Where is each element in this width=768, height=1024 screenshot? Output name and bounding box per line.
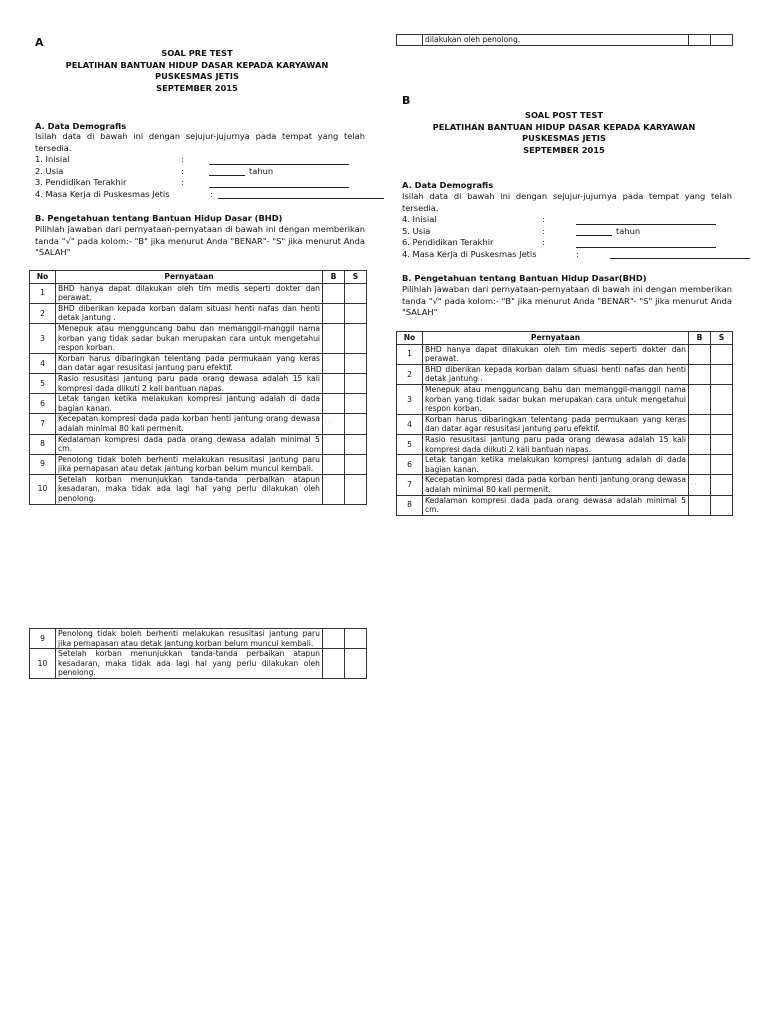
question-statement: Menepuk atau mengguncang bahu dan memanggil-manggil nama korban yang tidak sadar bukan merupakan cara untuk mengetahui respon korban. <box>423 384 689 414</box>
answer-s-cell[interactable] <box>345 629 367 649</box>
pre-table-viewport <box>29 270 369 554</box>
field-label: 5. Usia <box>402 225 431 236</box>
post-test-question-table <box>396 331 733 516</box>
question-number: 1 <box>30 283 56 303</box>
pre-test-question-table <box>29 270 367 505</box>
question-number: 7 <box>30 414 56 434</box>
pre-test-date: SEPTEMBER 2015 <box>156 82 238 93</box>
post-field-age <box>402 226 762 238</box>
answer-s-cell[interactable] <box>345 434 367 454</box>
field-label: 3. Pendidikan Terakhir <box>35 177 127 187</box>
question-number: 3 <box>30 323 56 353</box>
answer-s-cell[interactable] <box>711 455 733 475</box>
field-colon: : <box>542 214 545 224</box>
post-test-subtitle: PELATIHAN BANTUAN HIDUP DASAR KEPADA KARYAWAN <box>432 121 696 132</box>
table-row <box>30 323 367 353</box>
answer-s-cell[interactable] <box>345 303 367 323</box>
field-colon: : <box>181 154 184 164</box>
table-row <box>30 454 367 474</box>
header-no: No <box>397 332 423 345</box>
question-number: 8 <box>397 495 423 515</box>
answer-b-cell[interactable] <box>323 454 345 474</box>
table-row <box>30 629 367 649</box>
answer-b-cell[interactable] <box>689 495 711 515</box>
question-number: 3 <box>397 384 423 414</box>
table-row <box>30 283 367 303</box>
post-demographics-intro: Isilah data di bawah ini dengan sejujur-jujurnya pada tempat yang telah tersedia. <box>402 191 732 213</box>
pre-knowledge-heading: B. Pengetahuan tentang Bantuan Hidup Dasar (BHD) <box>35 213 283 223</box>
question-statement: Penolong tidak boleh berhenti melakukan resusitasi jantung paru jika pernapasan atau detak jantung korban belum muncul kembali. <box>56 629 323 649</box>
answer-b-cell[interactable] <box>323 303 345 323</box>
pre-knowledge-instructions: Pilihlah jawaban dari pernyataan-pernyataan di bawah ini dengan memberikan tanda "√" pada kolom:- "B" jika menurut Anda "BENAR"- "S" jika menurut Anda "SALAH" <box>35 224 365 257</box>
table-row <box>30 394 367 414</box>
question-statement: BHD hanya dapat dilakukan oleh tim medis seperti dokter dan perawat. <box>56 283 323 303</box>
table-header-row <box>397 332 733 345</box>
pre-demographics-form <box>35 154 395 200</box>
header-statement: Pernyataan <box>56 271 323 284</box>
answer-s-cell[interactable] <box>711 344 733 364</box>
post-test-date: SEPTEMBER 2015 <box>523 144 605 155</box>
question-statement: Korban harus dibaringkan telentang pada permukaan yang keras dan datar agar resusitasi jantung paru efektif. <box>423 414 689 434</box>
question-statement: Korban harus dibaringkan telentang pada permukaan yang keras dan datar agar resusitasi jantung paru efektif. <box>56 353 323 373</box>
age-blank-line[interactable] <box>209 175 245 176</box>
post-field-tenure <box>402 249 762 261</box>
question-number: 4 <box>397 414 423 434</box>
pre-field-tenure <box>35 189 395 201</box>
question-statement: Kedalaman kompresi dada pada orang dewasa adalah minimal 5 cm. <box>56 434 323 454</box>
tenure-blank-line[interactable] <box>218 198 384 199</box>
answer-s-cell[interactable] <box>711 414 733 434</box>
question-statement: Menepuk atau mengguncang bahu dan memanggil-manggil nama korban yang tidak sadar bukan merupakan cara untuk mengetahui respon korban. <box>56 323 323 353</box>
pre-test-title-block <box>29 48 365 94</box>
initial-blank-line[interactable] <box>209 164 349 165</box>
answer-s-cell[interactable] <box>711 475 733 495</box>
question-statement: Kecepatan kompresi dada pada korban henti jantung orang dewasa adalah minimal 80 kali permenit. <box>423 475 689 495</box>
table-row <box>30 474 367 504</box>
field-label: 1. Inisial <box>35 154 70 164</box>
field-colon: : <box>181 165 184 176</box>
header-s: S <box>345 271 367 284</box>
answer-b-cell[interactable] <box>323 434 345 454</box>
post-field-initial <box>402 214 762 226</box>
table-row <box>397 495 733 515</box>
question-statement: Letak tangan ketika melakukan kompresi jantung adalah di dada bagian kanan. <box>56 394 323 414</box>
education-blank-line[interactable] <box>576 247 716 248</box>
carryover-statement: dilakukan oleh penolong. <box>423 35 689 46</box>
question-number: 10 <box>30 649 56 679</box>
field-colon: : <box>542 237 545 247</box>
pre-field-age <box>35 166 395 178</box>
post-test-location: PUSKESMAS JETIS <box>522 133 606 143</box>
answer-s-cell[interactable] <box>711 364 733 384</box>
table-row <box>397 364 733 384</box>
post-knowledge-heading: B. Pengetahuan tentang Bantuan Hidup Dasar(BHD) <box>402 273 647 283</box>
post-demographics-heading: A. Data Demografis <box>402 180 494 190</box>
question-number: 9 <box>30 629 56 649</box>
question-number: 2 <box>30 303 56 323</box>
question-number: 4 <box>30 353 56 373</box>
table-row <box>30 649 367 679</box>
age-blank-line[interactable] <box>576 235 612 236</box>
field-colon: : <box>210 188 213 199</box>
answer-s-cell[interactable] <box>345 323 367 353</box>
question-statement: Kecepatan kompresi dada pada korban henti jantung orang dewasa adalah minimal 80 kali permenit. <box>56 414 323 434</box>
question-number: 1 <box>397 344 423 364</box>
question-statement: Letak tangan ketika melakukan kompresi jantung adalah di dada bagian kanan. <box>423 455 689 475</box>
post-knowledge-instructions: Pilihlah jawaban dari pernyataan-pernyataan di bawah ini dengan memberikan tanda "√" pada kolom:- "B" jika menurut Anda "BENAR"- "S" jika menurut Anda "SALAH" <box>402 284 732 317</box>
question-number: 9 <box>30 454 56 474</box>
pre-test-subtitle: PELATIHAN BANTUAN HIDUP DASAR KEPADA KARYAWAN <box>65 59 329 70</box>
answer-b-cell[interactable] <box>689 364 711 384</box>
pre-field-initial <box>35 154 395 166</box>
pre-test-continuation-table <box>29 628 367 679</box>
post-demographics-form <box>402 214 762 260</box>
table-row <box>397 455 733 475</box>
question-statement: Kedalaman kompresi dada pada orang dewasa adalah minimal 5 cm. <box>423 495 689 515</box>
answer-s-cell[interactable] <box>711 384 733 414</box>
pre-test-location: PUSKESMAS JETIS <box>155 71 239 81</box>
question-number: 6 <box>397 455 423 475</box>
field-label: 4. Masa Kerja di Puskesmas Jetis <box>35 188 170 199</box>
answer-b-cell[interactable] <box>689 455 711 475</box>
table-row <box>397 414 733 434</box>
field-colon: : <box>181 177 184 187</box>
question-statement: Setelah korban menunjukkan tanda-tanda perbaikan atapun kesadaran, maka tidak ada lagi hal yang perlu dilakukan oleh penolong. <box>56 649 323 679</box>
education-blank-line[interactable] <box>209 187 349 188</box>
answer-s-cell[interactable] <box>345 454 367 474</box>
header-no: No <box>30 271 56 284</box>
post-test-title: SOAL POST TEST <box>524 110 604 120</box>
answer-s-cell[interactable] <box>711 495 733 515</box>
answer-b-cell[interactable] <box>323 629 345 649</box>
question-number: 10 <box>30 474 56 504</box>
question-number: 5 <box>397 434 423 454</box>
table-row <box>30 373 367 393</box>
field-label: 4. Masa Kerja di Puskesmas Jetis <box>402 248 537 259</box>
field-label: 6. Pendidikan Terakhir <box>402 237 494 247</box>
question-number: 6 <box>30 394 56 414</box>
field-colon: : <box>576 248 579 259</box>
table-row <box>397 344 733 364</box>
age-unit: tahun <box>616 225 641 236</box>
table-row <box>397 434 733 454</box>
question-number: 7 <box>397 475 423 495</box>
answer-s-cell[interactable] <box>345 373 367 393</box>
question-number: 8 <box>30 434 56 454</box>
table-row <box>30 353 367 373</box>
header-b: B <box>689 332 711 345</box>
answer-b-cell[interactable] <box>689 434 711 454</box>
carryover-table <box>396 34 733 46</box>
question-statement: Penolong tidak boleh berhenti melakukan resusitasi jantung paru jika pernapasan atau detak jantung korban belum muncul kembali. <box>56 454 323 474</box>
age-unit: tahun <box>249 165 274 176</box>
answer-b-cell[interactable] <box>689 384 711 414</box>
answer-b-cell[interactable] <box>323 323 345 353</box>
answer-s-cell[interactable] <box>345 414 367 434</box>
question-statement: Rasio resusitasi jantung paru pada orang dewasa adalah 15 kali kompresi dada diikuti 2 kali bantuan napas. <box>56 373 323 393</box>
post-field-education <box>402 237 762 249</box>
question-statement: Rasio resusitasi jantung paru pada orang dewasa adalah 15 kali kompresi dada diikuti 2 kali bantuan napas. <box>423 434 689 454</box>
answer-s-cell[interactable] <box>345 649 367 679</box>
answer-s-cell[interactable] <box>711 434 733 454</box>
post-test-title-block <box>396 110 732 156</box>
answer-b-cell[interactable] <box>323 353 345 373</box>
answer-s-cell[interactable] <box>345 474 367 504</box>
table-row <box>30 303 367 323</box>
table-header-row <box>30 271 367 284</box>
answer-b-cell[interactable] <box>323 474 345 504</box>
field-colon: : <box>542 225 545 236</box>
answer-b-cell[interactable] <box>689 35 711 46</box>
question-statement: BHD diberikan kepada korban dalam situasi henti nafas dan henti detak jantung . <box>56 303 323 323</box>
tenure-blank-line[interactable] <box>610 258 750 259</box>
answer-b-cell[interactable] <box>323 649 345 679</box>
pre-demographics-heading: A. Data Demografis <box>35 121 127 131</box>
answer-s-cell[interactable] <box>345 283 367 303</box>
answer-b-cell[interactable] <box>689 414 711 434</box>
table-row <box>30 414 367 434</box>
table-row <box>30 434 367 454</box>
table-row <box>397 475 733 495</box>
answer-s-cell[interactable] <box>711 35 733 46</box>
header-statement: Pernyataan <box>423 332 689 345</box>
pre-test-title: SOAL PRE TEST <box>161 48 233 58</box>
answer-b-cell[interactable] <box>689 344 711 364</box>
field-label: 4. Inisial <box>402 214 437 224</box>
question-statement: Setelah korban menunjukkan tanda-tanda perbaikan atapun kesadaran, maka tidak ada lagi hal yang perlu dilakukan oleh penolong. <box>56 474 323 504</box>
table-row <box>397 35 733 46</box>
answer-b-cell[interactable]: · · <box>689 475 711 495</box>
carryover-no-cell <box>397 35 423 46</box>
question-statement: BHD hanya dapat dilakukan oleh tim medis seperti dokter dan perawat. <box>423 344 689 364</box>
pre-test-letter: A <box>35 36 44 49</box>
post-table-viewport <box>396 331 736 553</box>
pre-demographics-intro: Isilah data di bawah ini dengan sejujur-jujurnya pada tempat yang telah tersedia. <box>35 131 365 153</box>
header-b: B <box>323 271 345 284</box>
answer-b-cell[interactable] <box>323 283 345 303</box>
answer-s-cell[interactable] <box>345 353 367 373</box>
question-number: 5 <box>30 373 56 393</box>
table-row <box>397 384 733 414</box>
header-s: S <box>711 332 733 345</box>
answer-s-cell[interactable] <box>345 394 367 414</box>
answer-b-cell[interactable]: · · <box>323 414 345 434</box>
field-label: 2. Usia <box>35 165 64 176</box>
post-test-letter: B <box>402 94 411 107</box>
question-statement: BHD diberikan kepada korban dalam situasi henti nafas dan henti detak jantung . <box>423 364 689 384</box>
question-number: 2 <box>397 364 423 384</box>
initial-blank-line[interactable] <box>576 224 716 225</box>
pre-field-education <box>35 177 395 189</box>
answer-b-cell[interactable] <box>323 373 345 393</box>
answer-b-cell[interactable] <box>323 394 345 414</box>
